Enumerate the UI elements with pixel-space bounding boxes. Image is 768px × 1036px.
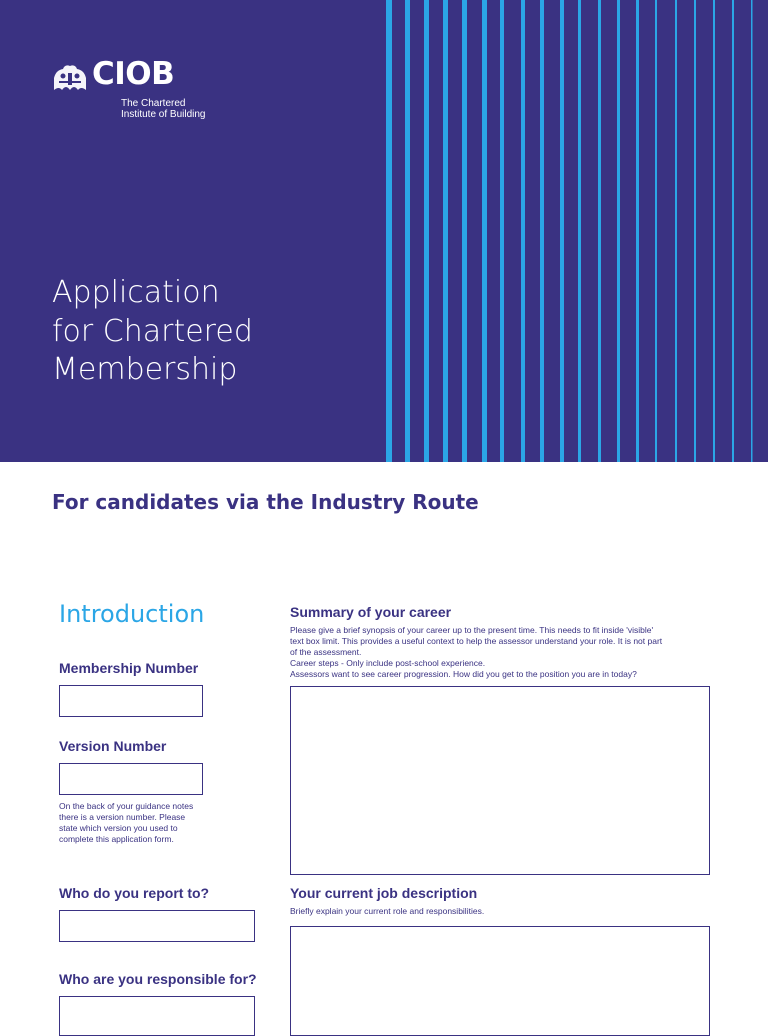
stripe: [462, 0, 467, 462]
report-to-label: Who do you report to?: [59, 885, 210, 901]
stripe: [713, 0, 715, 462]
stripe: [636, 0, 639, 462]
stripe: [386, 0, 392, 462]
crest-icon: [51, 64, 89, 94]
stripe: [598, 0, 601, 462]
route-subtitle: For candidates via the Industry Route: [52, 490, 479, 514]
version-number-field[interactable]: [59, 763, 203, 795]
logo-tagline: The Chartered Institute of Building: [121, 98, 206, 120]
cover-banner: [0, 0, 768, 462]
version-number-label: Version Number: [59, 738, 167, 754]
logo-wordmark: CIOB: [92, 56, 175, 92]
stripe: [500, 0, 504, 462]
career-summary-help: Please give a brief synopsis of your career up to the present time. This needs to fit inside 'visible' text box limit. This provides a useful context to help the assessor understand your role. It is not part of the assessment. Career steps - Only include post-school experience. Assessors want to see career progression. How did you get to the position you are in today?: [290, 625, 663, 679]
stripe: [578, 0, 581, 462]
stripe: [694, 0, 696, 462]
responsible-for-label: Who are you responsible for?: [59, 971, 257, 987]
stripe: [617, 0, 620, 462]
introduction-heading: Introduction: [59, 600, 205, 628]
report-to-field[interactable]: [59, 910, 255, 942]
career-summary-label: Summary of your career: [290, 604, 452, 620]
stripe: [655, 0, 657, 462]
stripe: [560, 0, 564, 462]
stripe: [405, 0, 410, 462]
stripe: [540, 0, 544, 462]
membership-number-field[interactable]: [59, 685, 203, 717]
career-summary-textarea[interactable]: [290, 686, 710, 875]
page-title: Application for Chartered Membership: [52, 275, 253, 387]
responsible-for-field[interactable]: [59, 996, 255, 1036]
stripe: [424, 0, 429, 462]
stripe: [443, 0, 448, 462]
job-description-label: Your current job description: [290, 885, 478, 901]
version-note: On the back of your guidance notes there is a version number. Please state which version you used to complete this application form.: [59, 801, 194, 844]
stripe: [751, 0, 753, 462]
stripe: [732, 0, 734, 462]
stripe: [675, 0, 677, 462]
job-description-textarea[interactable]: [290, 926, 710, 1036]
stripe: [521, 0, 525, 462]
job-description-help: Briefly explain your current role and responsibilities.: [290, 906, 485, 916]
stripe: [482, 0, 487, 462]
membership-number-label: Membership Number: [59, 660, 199, 676]
